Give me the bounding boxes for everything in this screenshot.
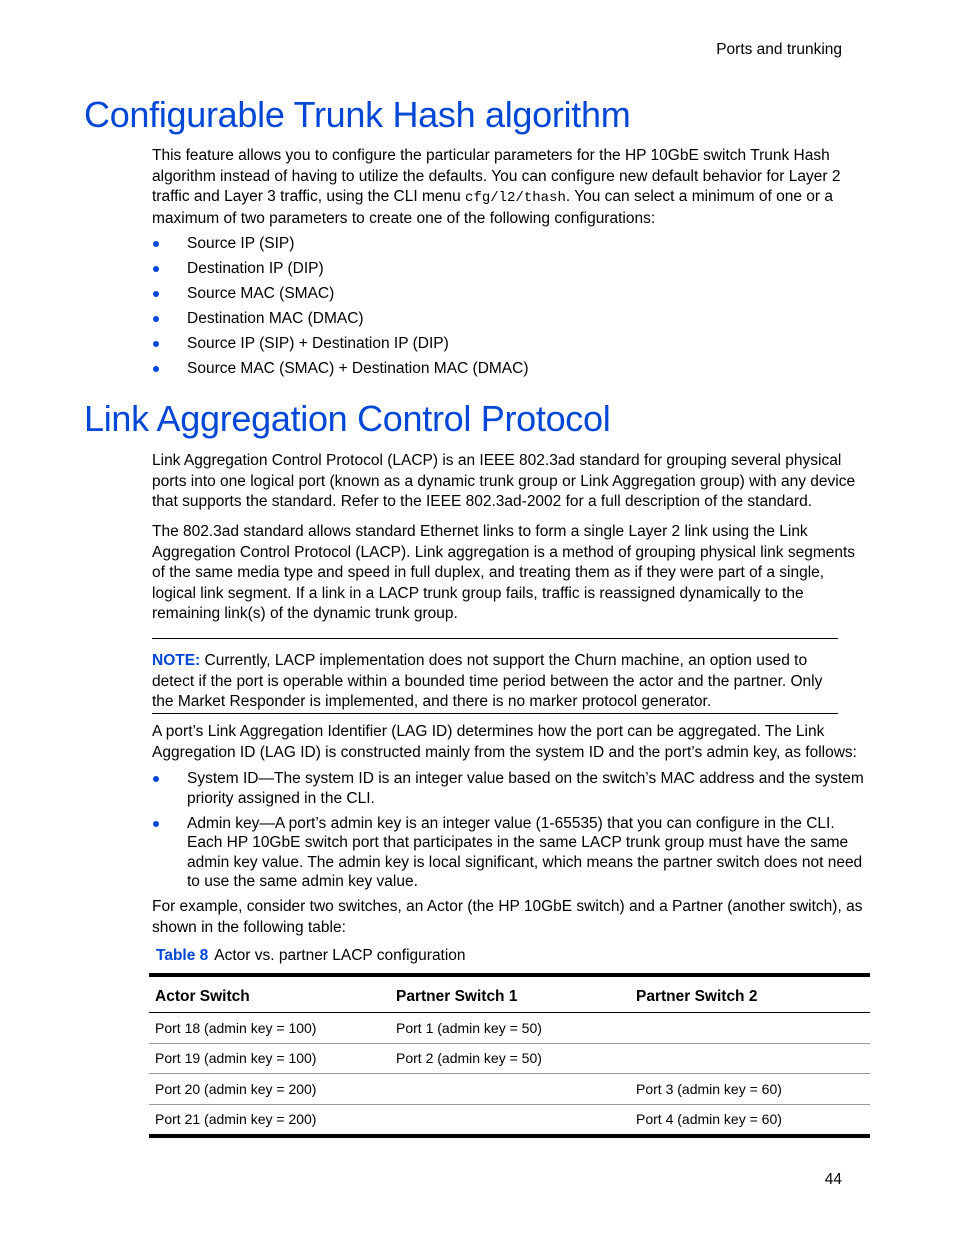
bullet-icon: [153, 266, 159, 272]
cli-menu-code: cfg/l2/thash: [465, 190, 566, 206]
lag-id-paragraph: A port’s Link Aggregation Identifier (LAG ID) determines how the port can be aggregated. The Link Aggregation ID (LAG ID) is constructed mainly from the system ID and the port’s admin key, as follows:: [152, 723, 857, 761]
note-box: [152, 638, 838, 714]
bullet-icon: [153, 341, 159, 347]
lacp-paragraph-2: The 802.3ad standard allows standard Ethernet links to form a single Layer 2 link using the Link Aggregation Control Protocol (LACP). Link aggregation is a method of grouping physical link segments of the same media type and speed in full duplex, and treating them as if they were part of a single, logical link segment. If a link in a LACP trunk group fails, traffic is reassigned dynamically to the remaining link(s) of the dynamic trunk group.: [152, 523, 856, 622]
example-paragraph: For example, consider two switches, an Actor (the HP 10GbE switch) and a Partner (another switch), as shown in the following table:: [152, 898, 863, 936]
list-item: System ID—The system ID is an integer value based on the switch’s MAC address and the system priority assigned in the CLI.: [152, 769, 868, 808]
list-item: Source MAC (SMAC) + Destination MAC (DMAC): [152, 359, 868, 379]
trunk-hash-intro: [152, 146, 868, 229]
table-cell: [630, 1013, 870, 1044]
note-text: [152, 651, 838, 713]
bullet-icon: [153, 821, 159, 827]
list-item: Source IP (SIP) + Destination IP (DIP): [152, 334, 868, 354]
page-number: 44: [824, 1171, 842, 1188]
note-body: Currently, LACP implementation does not support the Churn machine, an option used to detect if the port is operable within a bounded time period between the actor and the partner. Only the Market Responder is implemented, and there is no marker protocol generator.: [152, 652, 823, 710]
table-cell: Port 21 (admin key = 200): [149, 1104, 390, 1136]
lacp-config-table: [149, 973, 870, 1138]
table-cell: Port 2 (admin key = 50): [390, 1043, 630, 1074]
bullet-icon: [153, 366, 159, 372]
list-item: Destination MAC (DMAC): [152, 309, 868, 329]
column-header: Partner Switch 1: [390, 975, 630, 1013]
table-row: [149, 1043, 870, 1074]
table-cell: [630, 1043, 870, 1074]
list-item: Source IP (SIP): [152, 234, 868, 254]
intro-text-a: This feature allows you to configure the particular parameters for the HP 10GbE switch Trunk Hash algorithm instead of having to utilize the defaults. You can configure new default behavior for Layer 2 traffic and Layer 3 traffic, using the CLI menu: [152, 147, 841, 205]
hash-config-list: [152, 234, 868, 379]
intro-text-b: . You can select a minimum of one or a maximum of two parameters to create one of the following configurations:: [152, 188, 833, 227]
table-caption-text: Actor vs. partner LACP configuration: [214, 947, 466, 964]
bullet-icon: [153, 316, 159, 322]
table-cell: [390, 1104, 630, 1136]
table-cell: [390, 1074, 630, 1105]
table-cell: Port 18 (admin key = 100): [155, 1019, 317, 1036]
table-header-row: [149, 975, 870, 1013]
bullet-icon: [153, 776, 159, 782]
column-header: Partner Switch 2: [630, 975, 870, 1013]
table-cell: Port 1 (admin key = 50): [396, 1019, 542, 1036]
table-caption: [156, 947, 466, 965]
list-item: Source MAC (SMAC): [152, 284, 868, 304]
note-label: NOTE:: [152, 652, 201, 669]
list-item: Destination IP (DIP): [152, 259, 868, 279]
table-row: [149, 1013, 870, 1044]
table-cell: Port 20 (admin key = 200): [149, 1074, 390, 1105]
table-row: [149, 1104, 870, 1136]
section-title-trunk-hash: Configurable Trunk Hash algorithm: [84, 94, 631, 135]
running-header: Ports and trunking: [716, 41, 842, 58]
table-cell: Port 4 (admin key = 60): [630, 1104, 870, 1136]
column-header: Actor Switch: [149, 975, 390, 1013]
list-item: Admin key—A port’s admin key is an integer value (1-65535) that you can configure in the CLI. Each HP 10GbE switch port that participates in the same LACP trunk group must have the same admin key value. The admin key is local significant, which means the partner switch does not need to use the same admin key value.: [152, 814, 868, 892]
bullet-icon: [153, 241, 159, 247]
table-label: Table 8: [156, 947, 209, 964]
bullet-icon: [153, 291, 159, 297]
table-cell: Port 19 (admin key = 100): [149, 1043, 390, 1074]
table-cell: Port 3 (admin key = 60): [630, 1074, 870, 1105]
lag-id-list: [152, 769, 868, 892]
table-row: [149, 1074, 870, 1105]
lacp-paragraph-1: Link Aggregation Control Protocol (LACP) is an IEEE 802.3ad standard for grouping several physical ports into one logical port (known as a dynamic trunk group or Link Aggregation group) with any device that supports the standard. Refer to the IEEE 802.3ad-2002 for a full description of the standard.: [152, 452, 856, 510]
section-title-lacp: Link Aggregation Control Protocol: [84, 398, 611, 439]
